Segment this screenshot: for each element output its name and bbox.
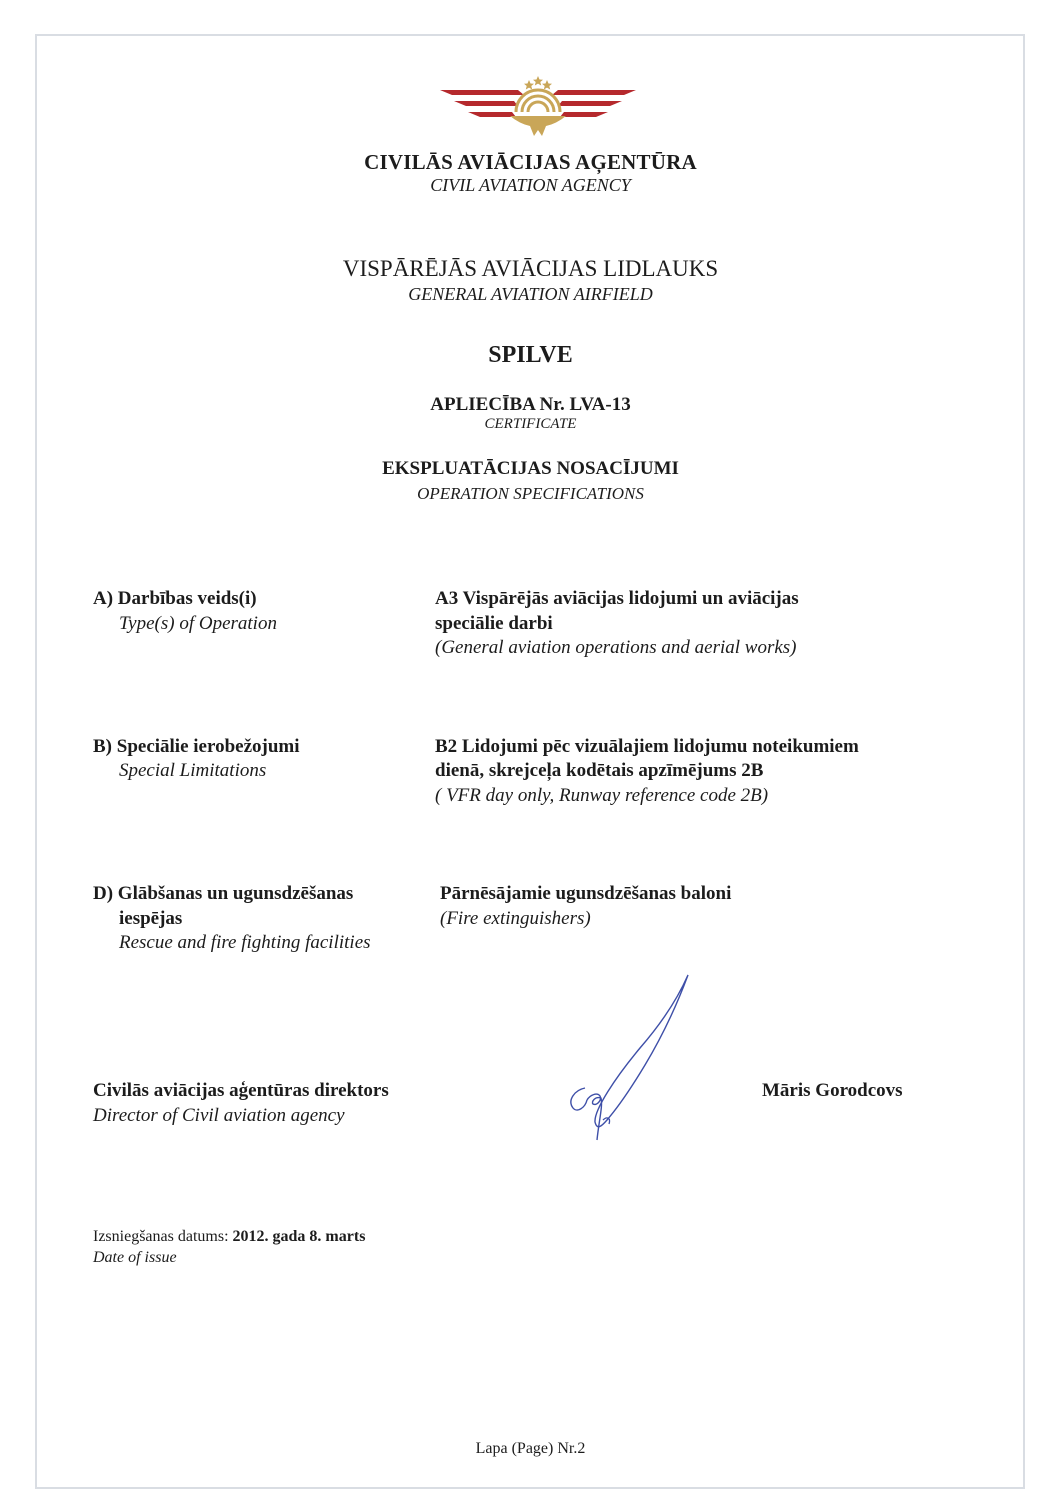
- section-a-value-lv-2: speciālie darbi: [435, 613, 553, 634]
- section-a-label-lv: A) Darbības veids(i): [93, 588, 257, 609]
- section-a-value-lv-1: A3 Vispārējās aviācijas lidojumi un aviācijas: [435, 588, 799, 609]
- page-number: Lapa (Page) Nr.2: [475, 1440, 586, 1457]
- airfield-type-lv: VISPĀRĒJĀS AVIĀCIJAS LIDLAUKS: [342, 256, 719, 281]
- section-d-label-lv-2: iespējas: [119, 908, 183, 929]
- airfield-type-en: GENERAL AVIATION AIRFIELD: [408, 284, 653, 304]
- section-d-label-en: Rescue and fire fighting facilities: [119, 932, 371, 953]
- section-d-value-lv: Pārnēsājamie ugunsdzēšanas baloni: [440, 883, 732, 904]
- section-b-value-lv-1: B2 Lidojumi pēc vizuālajiem lidojumu noteikumiem: [435, 736, 859, 757]
- operation-specs-title-en: OPERATION SPECIFICATIONS: [417, 484, 644, 503]
- signatory-title-lv: Civilās aviācijas aģentūras direktors: [93, 1080, 389, 1101]
- section-b-value-en: ( VFR day only, Runway reference code 2B): [435, 785, 769, 806]
- issue-date-label-en: Date of issue: [93, 1249, 177, 1266]
- section-b-value-lv-2: dienā, skrejceļa kodētais apzīmējums 2B: [435, 760, 764, 781]
- agency-name-lv: CIVILĀS AVIĀCIJAS AĢENTŪRA: [364, 150, 697, 174]
- handwritten-signature-icon: [545, 970, 695, 1150]
- certificate-number: APLIECĪBA Nr. LVA-13: [430, 394, 631, 415]
- issue-date-value: 2012. gada 8. marts: [232, 1228, 366, 1245]
- civil-aviation-agency-emblem-icon: [438, 72, 638, 142]
- section-d-value-en: (Fire extinguishers): [440, 908, 591, 929]
- operation-specs-title-lv: EKSPLUATĀCIJAS NOSACĪJUMI: [382, 458, 679, 479]
- certificate-label-en: CERTIFICATE: [484, 416, 577, 432]
- agency-name-en: CIVIL AVIATION AGENCY: [430, 175, 631, 195]
- section-b-label-lv: B) Speciālie ierobežojumi: [93, 736, 300, 757]
- signatory-name: Māris Gorodcovs: [762, 1080, 903, 1101]
- section-b-label-en: Special Limitations: [119, 760, 267, 781]
- section-a-label-en: Type(s) of Operation: [119, 613, 277, 634]
- issue-date-label-lv: Izsniegšanas datums:: [93, 1228, 229, 1245]
- issue-date-row: [93, 1228, 365, 1246]
- section-a-value-en: (General aviation operations and aerial works): [435, 637, 797, 658]
- signatory-title-en: Director of Civil aviation agency: [93, 1105, 345, 1126]
- section-d-label-lv-1: D) Glābšanas un ugunsdzēšanas: [93, 883, 354, 904]
- airfield-name: SPILVE: [488, 342, 573, 368]
